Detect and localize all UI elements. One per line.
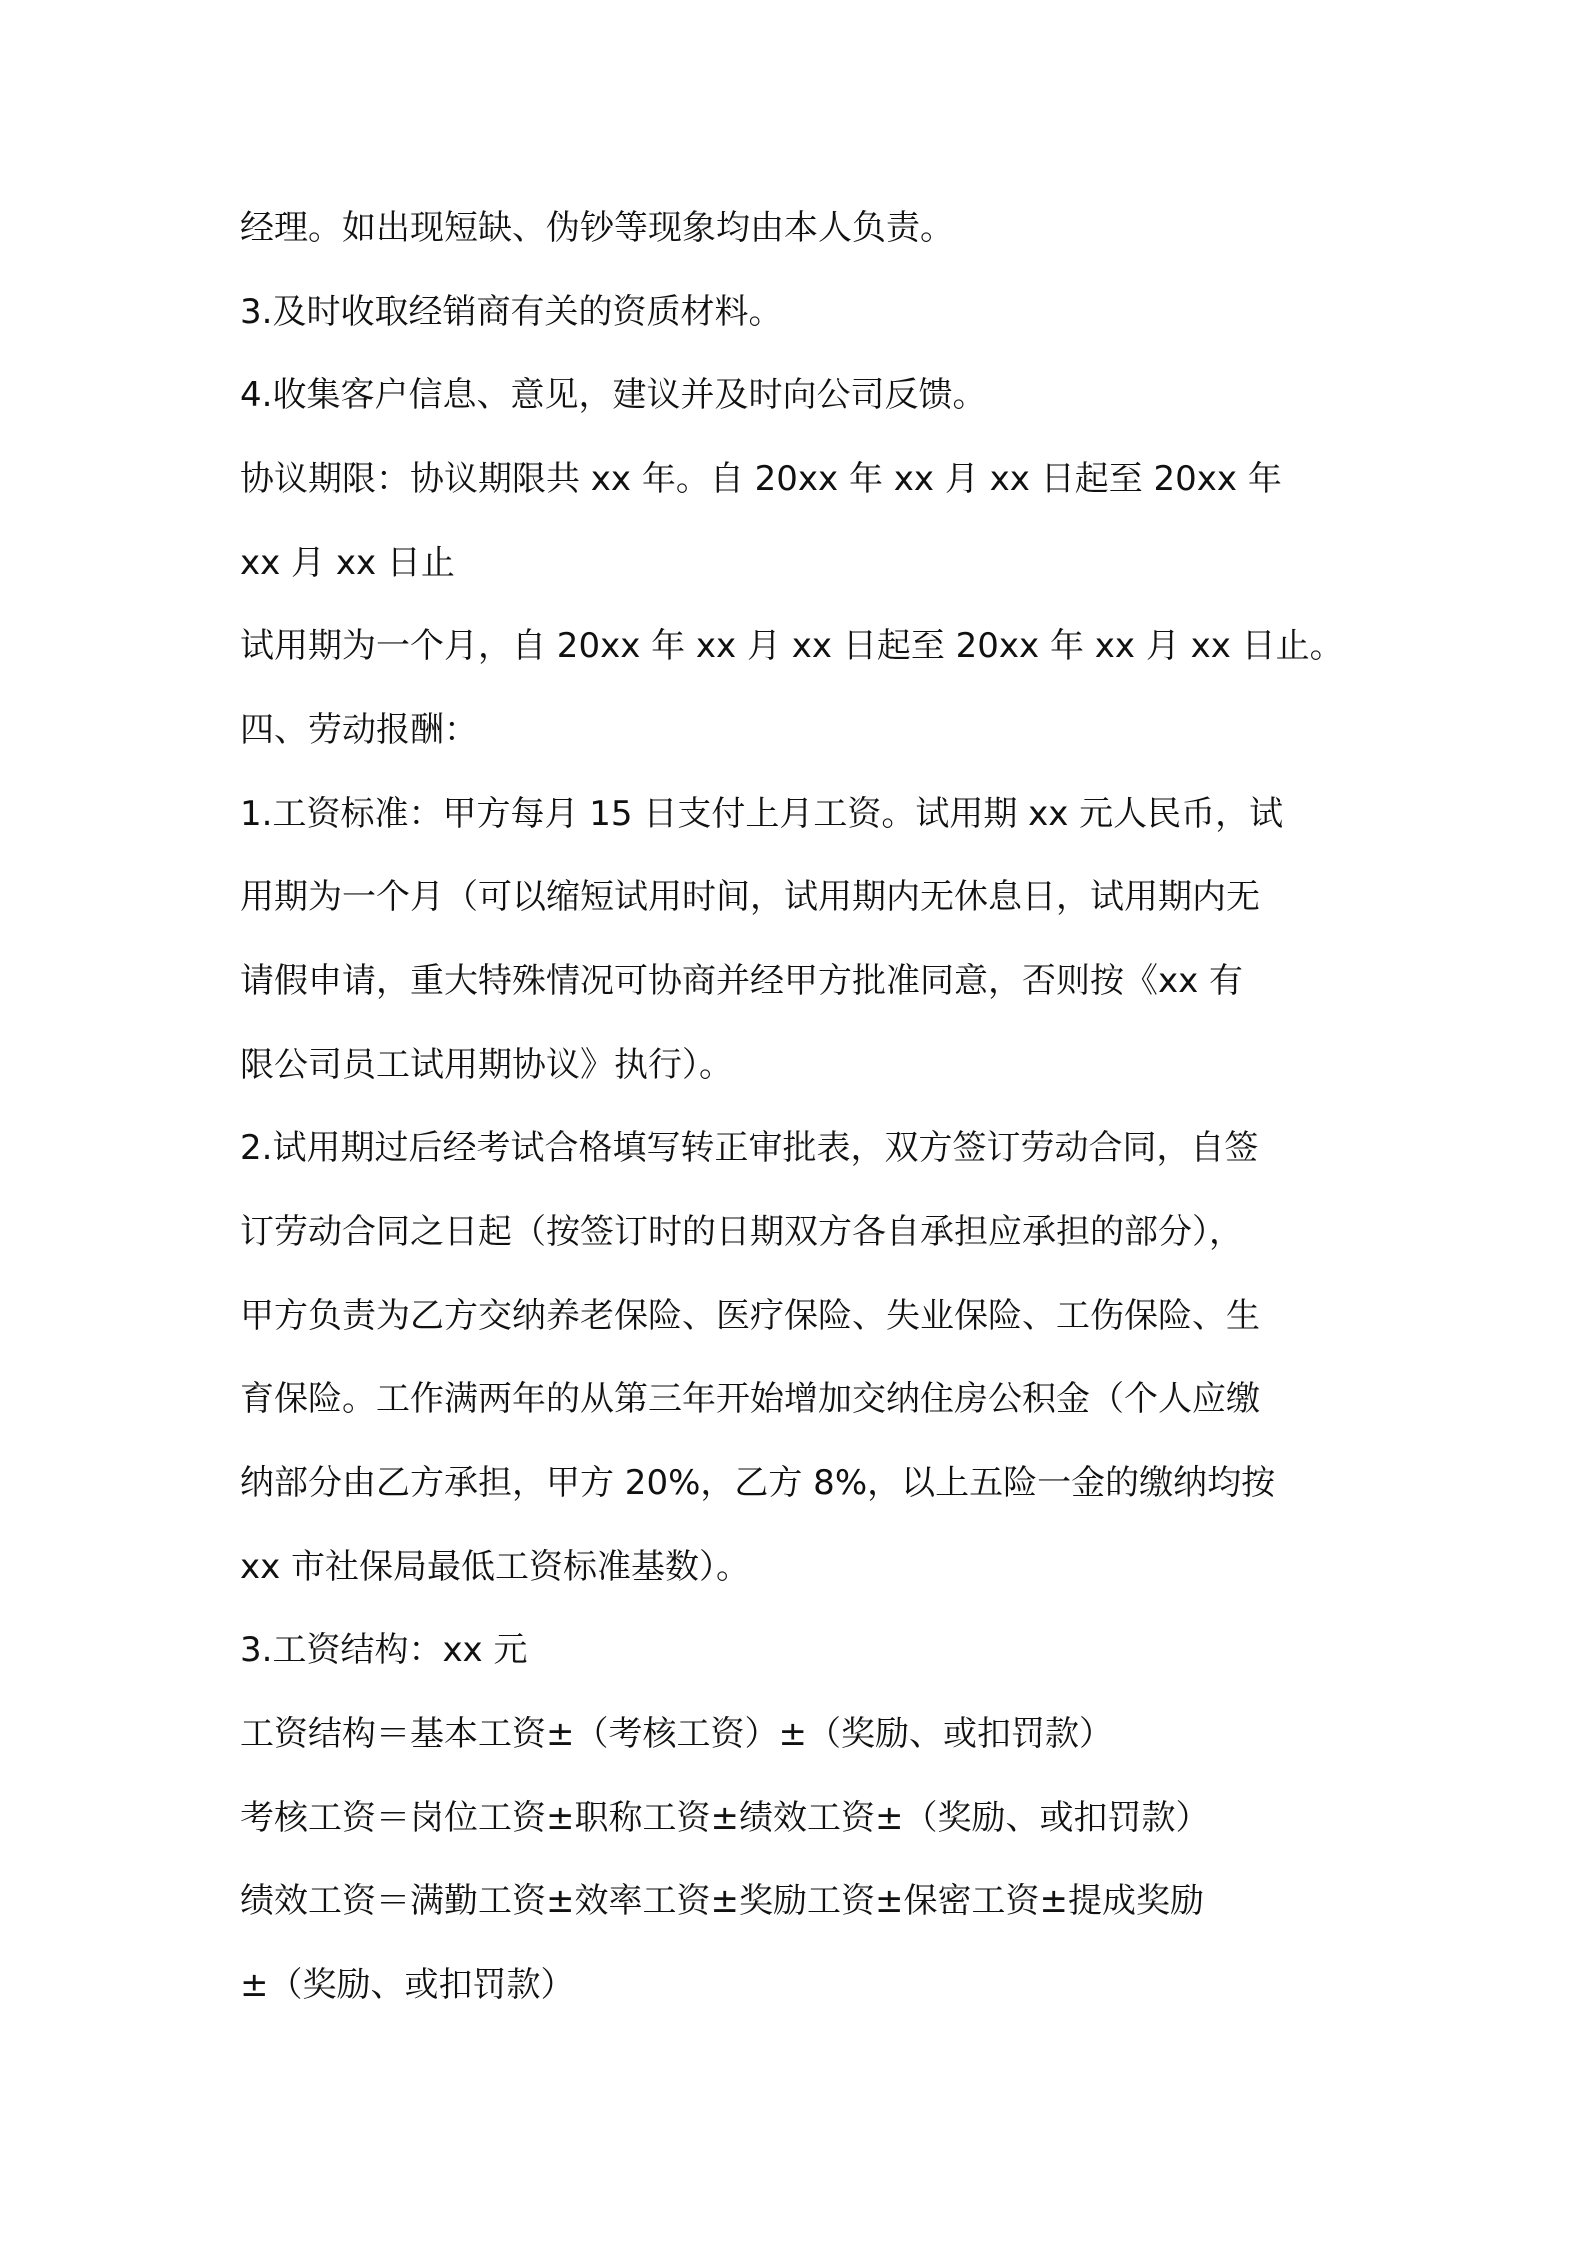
text-line-21: 绩效工资＝满勤工资±效率工资±奖励工资±保密工资±提成奖励 (240, 1881, 1204, 1921)
text-line-17: xx 市社保局最低工资标准基数）。 (240, 1547, 751, 1587)
text-line-13: 订劳动合同之日起（按签订时的日期双方各自承担应承担的部分）， (240, 1212, 1243, 1252)
text-line-14: 甲方负责为乙方交纳养老保险、医疗保险、失业保险、工伤保险、生 (240, 1296, 1260, 1336)
text-line-8: 1.工资标准：甲方每月 15 日支付上月工资。试用期 xx 元人民币，试 (240, 794, 1284, 834)
text-line-16: 纳部分由乙方承担，甲方 20%，乙方 8%，以上五险一金的缴纳均按 (240, 1463, 1276, 1503)
text-line-4: 协议期限：协议期限共 xx 年。自 20xx 年 xx 月 xx 日起至 20xx 年 (240, 459, 1282, 499)
text-line-15: 育保险。工作满两年的从第三年开始增加交纳住房公积金（个人应缴 (240, 1379, 1260, 1419)
text-line-11: 限公司员工试用期协议》执行）。 (240, 1045, 733, 1085)
text-line-12: 2.试用期过后经考试合格填写转正审批表，双方签订劳动合同，自签 (240, 1128, 1259, 1168)
text-line-6: 试用期为一个月，自 20xx 年 xx 月 xx 日起至 20xx 年 xx 月 xx 日止。 (240, 626, 1344, 666)
text-line-9: 用期为一个月（可以缩短试用时间，试用期内无休息日，试用期内无 (240, 877, 1260, 917)
text-line-3: 4.收集客户信息、意见，建议并及时向公司反馈。 (240, 375, 987, 415)
text-line-18: 3.工资结构：xx 元 (240, 1630, 528, 1670)
text-line-5: xx 月 xx 日止 (240, 543, 455, 583)
text-line-10: 请假申请，重大特殊情况可协商并经甲方批准同意，否则按《xx 有 (240, 961, 1244, 1001)
section-heading: 四、劳动报酬： (240, 710, 478, 750)
text-line-2: 3.及时收取经销商有关的资质材料。 (240, 292, 783, 332)
text-line-1: 经理。如出现短缺、伪钞等现象均由本人负责。 (240, 208, 954, 248)
text-line-20: 考核工资＝岗位工资±职称工资±绩效工资±（奖励、或扣罚款） (240, 1798, 1210, 1838)
text-line-19: 工资结构＝基本工资±（考核工资）±（奖励、或扣罚款） (240, 1714, 1113, 1754)
text-line-22: ±（奖励、或扣罚款） (240, 1965, 575, 2005)
